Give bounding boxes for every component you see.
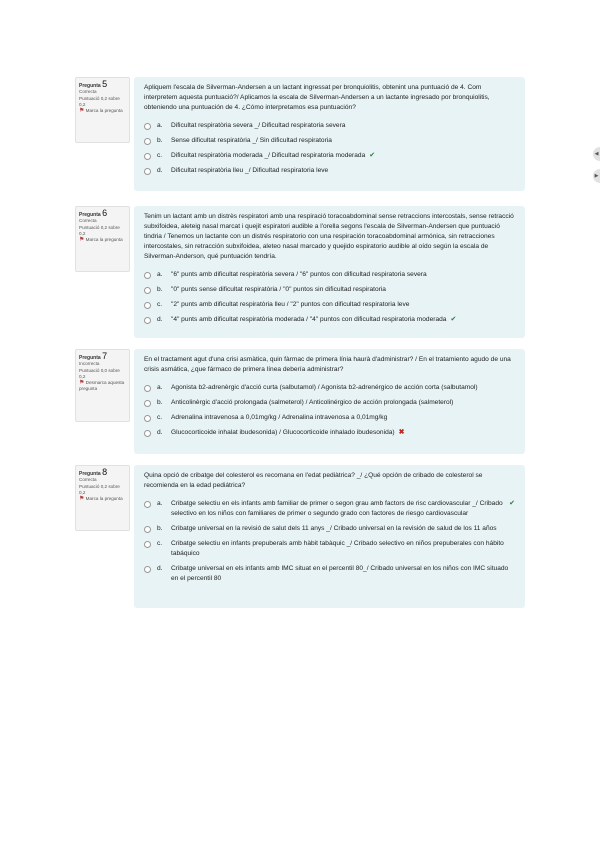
question-number: Pregunta 5: [79, 79, 108, 89]
question-number: Pregunta 6: [79, 208, 108, 218]
question-info: [75, 349, 130, 422]
radio-button[interactable]: [144, 415, 151, 422]
radio-button[interactable]: [144, 430, 151, 437]
answer-option[interactable]: a. "6" punts amb dificultat respiratòria severa / "6" puntos con dificultad respiratoria severa: [144, 270, 515, 280]
flag-question-link[interactable]: ⚑ Marca la pregunta: [79, 496, 123, 503]
answer-option[interactable]: d. Glucocorticoide inhalat ibudesonida) / Glucocorticoide inhalado ibudesonida) ✖: [144, 428, 515, 438]
question-score: Puntuació 0,2 sobre 0,2: [79, 224, 120, 236]
flag-question-link[interactable]: ⚑ Marca la pregunta: [79, 237, 123, 244]
correct-check-icon: ✔: [369, 152, 376, 159]
radio-button[interactable]: [144, 138, 151, 145]
answer-option[interactable]: a. Agonista b2-adrenèrgic d'acció curta (salbutamol) / Agonista b2-adrenérgico de acción corta (salbutamol): [144, 383, 515, 393]
flag-icon: ⚑: [79, 108, 85, 115]
answer-option[interactable]: c. Dificultat respiratòria moderada _/ Dificultad respiratoria moderada ✔: [144, 151, 515, 161]
answer-option[interactable]: b. Cribatge universal en la revisió de salut dels 11 anys _/ Cribado universal en la revisión de salud de los 11 años: [144, 524, 515, 534]
answer-option[interactable]: c. Adrenalina intravenosa a 0,01mg/kg / Adrenalina intravenosa a 0,01mg/kg: [144, 413, 515, 423]
question-info: [75, 465, 130, 531]
question-content: [134, 465, 525, 608]
radio-button[interactable]: [144, 541, 151, 548]
question-content: [134, 206, 525, 338]
flag-icon: ⚑: [79, 380, 85, 387]
unflag-question-link[interactable]: ⚑ Desmarca aquesta pregunta: [79, 380, 125, 392]
flag-icon: ⚑: [79, 237, 85, 244]
question-status: Correcta: [79, 477, 97, 483]
radio-button[interactable]: [144, 272, 151, 279]
question-text: Apliquem l'escala de Silverman-Andersen a un lactant ingressat per bronquiolitis, obtenint una puntuació de 4. Com interpretem aquesta puntuació?/ Aplicamos la escala de Silverman-Andersen a un lactante ingresado por bronquiolitis, obteniendo una puntuación de 4. ¿Cómo interpretamos esa puntuación?: [144, 84, 490, 111]
correct-check-icon: ✔: [450, 316, 457, 323]
question-number: Pregunta 7: [79, 351, 108, 361]
radio-button[interactable]: [144, 400, 151, 407]
question-text: Tenim un lactant amb un distrès respiratori amb una respiració toracoabdominal sense retraccions intercostals, sense retracció subxifoidea, aleteig nasal marcat i quejit espiratori audible a l'orella segons l'escala de Silverman-Andersen que puntuació tindria / Tenemos un lactante con un distrés respiratorio con una respiración toracoabdominal armónica, sin retracciones intercostales, sin retracción subxifoidea, aleteo nasal marcado y quejido espiratorio audible al oído según la escala de Silverman-Anderson, qué puntuación tendría.: [144, 213, 514, 260]
answer-option[interactable]: b. Sense dificultat respiratòria _/ Sin dificultad respiratoria: [144, 136, 515, 146]
question-score: Puntuació 0,0 sobre 0,2: [79, 367, 120, 379]
question-score: Puntuació 0,2 sobre 0,2: [79, 483, 120, 495]
answer-option[interactable]: c. Cribatge selectiu en infants prepuberals amb hàbit tabàquic _/ Cribado selectivo en niños prepuberales con hábito tabáquico: [144, 539, 515, 559]
answer-option[interactable]: d. Cribatge universal en els infants amb IMC situat en el percentil 80_/ Cribado universal en los niños con IMC situado en el percentil 80: [144, 564, 515, 584]
radio-button[interactable]: [144, 287, 151, 294]
question-number: Pregunta 8: [79, 467, 108, 477]
flag-question-link[interactable]: ⚑ Marca la pregunta: [79, 108, 123, 115]
radio-button[interactable]: [144, 168, 151, 175]
radio-button[interactable]: [144, 566, 151, 573]
incorrect-cross-icon: ✖: [398, 429, 405, 436]
radio-button[interactable]: [144, 317, 151, 324]
flag-icon: ⚑: [79, 496, 85, 503]
question-info: [75, 206, 130, 272]
question-status: Correcta: [79, 218, 97, 224]
answer-option[interactable]: d. "4" punts amb dificultat respiratòria moderada / "4" puntos con dificultad respiratoria moderada ✔: [144, 315, 515, 325]
question-score: Puntuació 0,2 sobre 0,2: [79, 95, 120, 107]
radio-button[interactable]: [144, 123, 151, 130]
answer-option[interactable]: b. Anticolinèrgic d'acció prolongada (salmeterol) / Anticolinérgico de acción prolongada (salmeterol): [144, 398, 515, 408]
nav-next-button[interactable]: ▶: [593, 169, 600, 183]
answer-option[interactable]: c. "2" punts amb dificultat respiratòria lleu / "2" puntos con dificultad respiratoria leve: [144, 300, 515, 310]
correct-check-icon: ✔: [509, 500, 515, 507]
radio-button[interactable]: [144, 526, 151, 533]
question-text: En el tractament agut d'una crisi asmàtica, quin fàrmac de primera línia haurà d'administrar? / En el tratamiento agudo de una crisis asmática, ¿que fármaco de primera línea debería administrar?: [144, 356, 511, 373]
question-info: [75, 77, 130, 143]
question-content: [134, 349, 525, 454]
radio-button[interactable]: [144, 302, 151, 309]
radio-button[interactable]: [144, 153, 151, 160]
question-content: [134, 77, 525, 191]
answer-option[interactable]: a. Dificultat respiratòria severa _/ Dificultad respiratoria severa: [144, 121, 515, 131]
question-status: Correcta: [79, 89, 97, 95]
answer-option[interactable]: a. Cribatge selectiu en els infants amb familiar de primer o segon grau amb factors de risc cardiovascular _/ Cribado selectivo en los niños con familiares de primer o segundo grado con factores de riesgo cardiovascular ✔: [144, 499, 515, 519]
answer-option[interactable]: d. Dificultat respiratòria lleu _/ Dificultad respiratoria leve: [144, 166, 515, 176]
answer-option[interactable]: b. "0" punts sense dificultat respiratòria / "0" puntos sin dificultad respiratoria: [144, 285, 515, 295]
question-text: Quina opció de cribatge del colesterol es recomana en l'edat pediàtrica? _/ ¿Qué opción de cribado de colesterol se recomienda en la edad pediátrica?: [144, 472, 483, 489]
question-status: Incorrecta: [79, 361, 100, 367]
radio-button[interactable]: [144, 385, 151, 392]
radio-button[interactable]: [144, 501, 151, 508]
nav-prev-button[interactable]: ◀: [593, 147, 600, 161]
